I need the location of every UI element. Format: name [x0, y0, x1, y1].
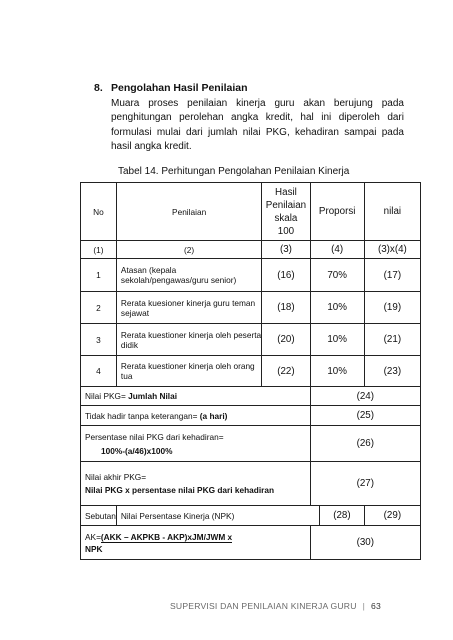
table-header-row: [81, 183, 421, 241]
table-row: [81, 259, 421, 292]
nilai-pkg-label: [81, 387, 311, 406]
row-nilai: (21): [364, 324, 420, 356]
absence-label: [81, 406, 311, 426]
row-nilai: (17): [364, 259, 420, 292]
table-row: [81, 356, 421, 387]
section-heading: [94, 82, 248, 94]
row-hasil: (22): [262, 356, 310, 387]
header-hasil-line3: skala: [274, 212, 298, 224]
npk-row: [81, 506, 421, 526]
row-hasil: (18): [262, 292, 310, 324]
footer-title: SUPERVISI DAN PENILAIAN KINERJA GURU: [170, 601, 357, 611]
row-no: 4: [81, 356, 117, 387]
row-nilai: (23): [364, 356, 420, 387]
header-hasil-line4: 100: [277, 225, 295, 237]
table-row: [81, 292, 421, 324]
header-proporsi: Proporsi: [310, 183, 364, 241]
row-penilaian: Rerata kuestioner kinerja oleh peserta didik: [116, 324, 261, 356]
ak-formula: (AKK – AKPKB - AKP)xJM/JWM x: [100, 531, 233, 542]
nilai-pkg-row: [81, 387, 421, 406]
ak-prefix: AK=: [85, 531, 101, 542]
row-nilai: (19): [364, 292, 420, 324]
row-proporsi: 10%: [310, 356, 364, 387]
row-no: 1: [81, 259, 117, 292]
nilai-pkg-value: (24): [310, 387, 420, 406]
assessment-table: [80, 182, 421, 560]
ak-row: [81, 526, 421, 560]
row-proporsi: 10%: [310, 324, 364, 356]
row-penilaian: Rerata kuestioner kinerja oleh orang tua: [116, 356, 261, 387]
table-caption: Tabel 14. Perhitungan Pengolahan Penilaian Kinerja: [118, 166, 350, 177]
index-cell-2: (2): [116, 241, 261, 259]
final-text: Nilai akhir PKG=: [85, 472, 147, 482]
section-title: Pengolahan Hasil Penilaian: [111, 82, 248, 94]
row-hasil: (20): [262, 324, 310, 356]
absence-text: Tidak hadir tanpa keterangan=: [85, 410, 200, 421]
percent-formula: 100%-(a/46)x100%: [101, 445, 173, 456]
percent-label: [81, 426, 311, 462]
percent-row: [81, 426, 421, 462]
index-cell-4: (4): [310, 241, 364, 259]
final-label: [81, 462, 311, 506]
row-penilaian: Rerata kuesioner kinerja guru teman sejawat: [116, 292, 261, 324]
nilai-pkg-text: Nilai PKG=: [85, 391, 129, 401]
page-number: 63: [371, 601, 382, 611]
nilai-pkg-bold: Jumlah Nilai: [128, 391, 177, 401]
header-no: No: [81, 183, 117, 241]
row-proporsi: 70%: [310, 259, 364, 292]
npk-value-b: (29): [364, 506, 420, 526]
index-row: [81, 241, 421, 259]
header-penilaian: Penilaian: [116, 183, 261, 241]
header-nilai: nilai: [364, 183, 420, 241]
ak-npk: NPK: [85, 543, 103, 554]
absence-bold: (a hari): [199, 410, 228, 421]
row-penilaian: Atasan (kepala sekolah/pengawas/guru senior): [116, 259, 261, 292]
final-row: [81, 462, 421, 506]
percent-text: Persentase nilai PKG dari kehadiran=: [85, 431, 224, 442]
page-footer: [170, 601, 381, 611]
absence-row: [81, 406, 421, 426]
row-hasil: (16): [262, 259, 310, 292]
npk-value-a: (28): [320, 506, 365, 526]
header-hasil: [262, 183, 310, 241]
absence-value: (25): [310, 406, 420, 426]
row-proporsi: 10%: [310, 292, 364, 324]
index-cell-5: (3)x(4): [364, 241, 420, 259]
section-paragraph: Muara proses penilaian kinerja guru akan berujung pada penghitungan perolehan angka kredit, hal ini diperoleh dari formulasi mulai dari jumlah nilai PKG, kehadiran sampai pada hasil angka kredit.: [111, 98, 404, 152]
header-hasil-line2: Penilaian: [265, 199, 307, 211]
percent-value: (26): [310, 426, 420, 462]
row-no: 3: [81, 324, 117, 356]
final-bold: Nilai PKG x persentase nilai PKG dari kehadiran: [85, 484, 275, 495]
index-cell-1: (1): [81, 241, 117, 259]
row-no: 2: [81, 292, 117, 324]
final-value: (27): [310, 462, 420, 506]
ak-label: [81, 526, 311, 560]
section-number: 8.: [94, 82, 103, 94]
table-row: [81, 324, 421, 356]
npk-label: Nilai Persentase Kinerja (NPK): [116, 506, 319, 526]
header-hasil-line1: Hasil: [275, 186, 297, 198]
index-cell-3: (3): [262, 241, 310, 259]
footer-separator: |: [362, 601, 366, 611]
sebutan-label: Sebutan: [81, 506, 117, 526]
ak-value: (30): [310, 526, 420, 560]
